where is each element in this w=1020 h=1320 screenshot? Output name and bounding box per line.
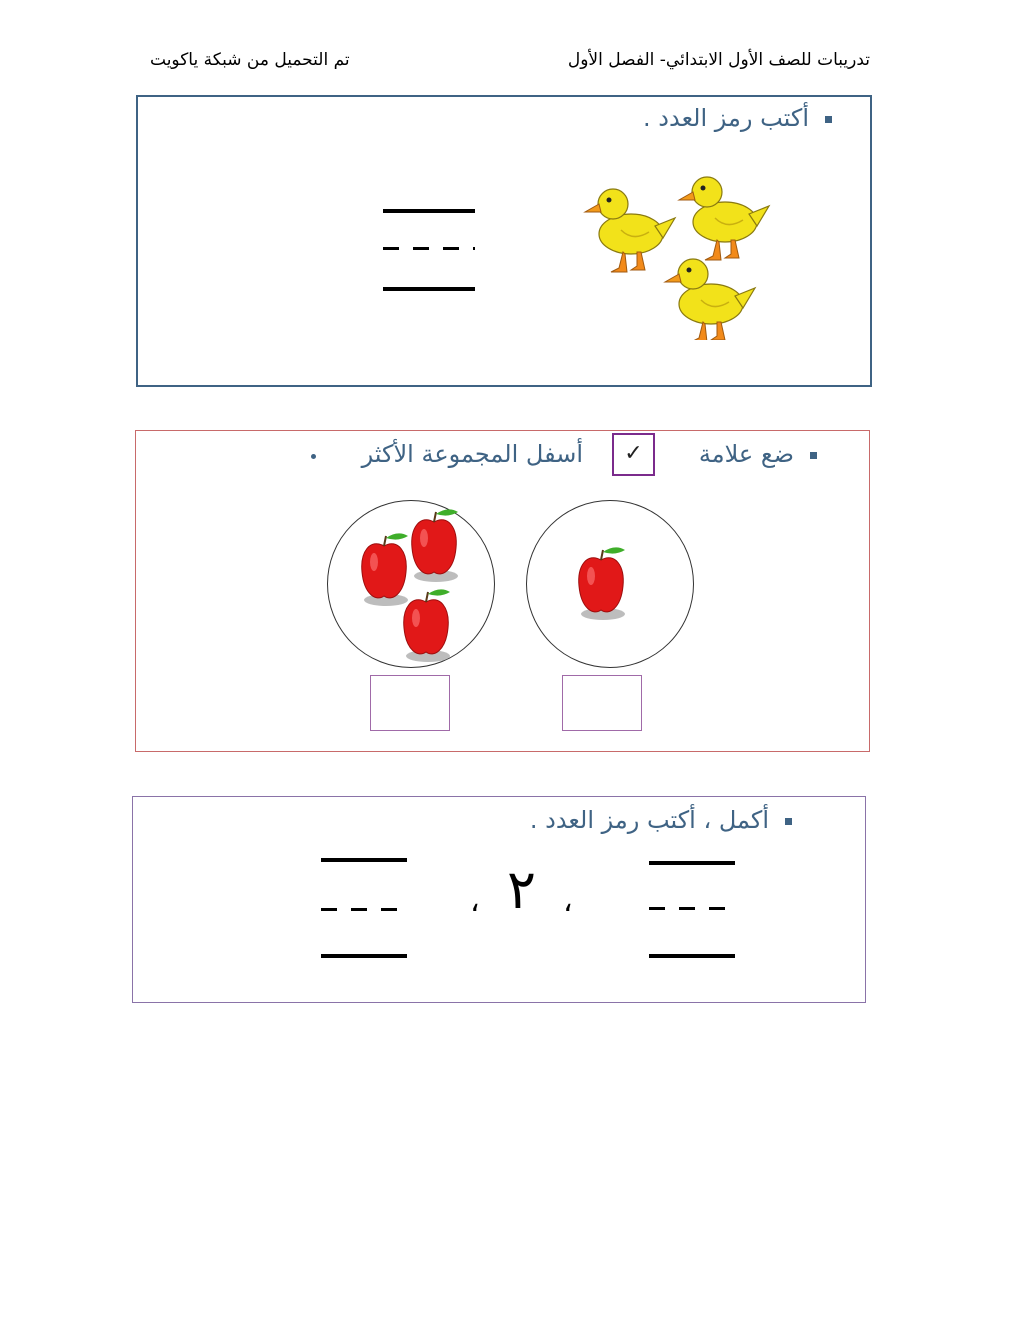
bullet-icon <box>785 818 792 825</box>
apple-icon <box>404 589 450 662</box>
exercise-3-instruction <box>530 806 792 834</box>
check-mark-sample: ✓ <box>612 433 655 476</box>
number-writing-lines-right[interactable] <box>649 861 735 961</box>
exercise-2-instruction-text-1: ضع علامة <box>698 440 794 468</box>
answer-box-right[interactable] <box>562 675 642 731</box>
worksheet-title: تدريبات للصف الأول الابتدائي- الفصل الأول <box>567 50 870 70</box>
given-digit: ٢ <box>507 858 537 921</box>
apple-icon <box>412 509 458 582</box>
answer-box-left[interactable] <box>370 675 450 731</box>
apple-icon <box>579 547 625 620</box>
number-writing-lines-left[interactable] <box>321 858 407 960</box>
source-note: تم التحميل من شبكة ياكويت <box>150 50 350 70</box>
exercise-3-instruction-text: أكمل ، أكتب رمز العدد . <box>529 806 769 834</box>
apple-icon <box>362 533 408 606</box>
comma-separator: ، <box>470 884 480 919</box>
comma-separator: ، <box>563 884 573 919</box>
exercise-1-instruction-text: أكتب رمز العدد . <box>643 104 809 132</box>
exercise-2-instruction-2: أسفل المجموعة الأكثر <box>361 440 583 468</box>
